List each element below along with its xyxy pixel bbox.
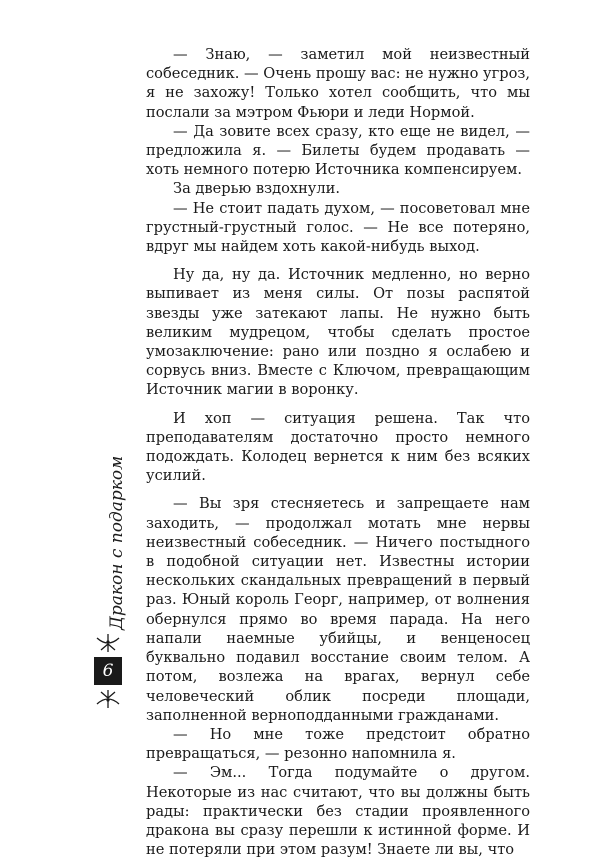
- running-title: Дракон с подарком: [107, 455, 127, 630]
- page-number: 6: [94, 657, 122, 685]
- page-body: [146, 45, 530, 859]
- paragraph: — Вы зря стесняетесь и запрещаете нам заходить, — продолжал мотать мне нервы неизвестный собеседник. — Ничего постыдного в подобной ситуации нет. Известны истории нескольких скандальных превращений в первый раз. Юный король Георг, например, от волнения обернулся прямо во время парада. На него напали наемные убийцы, и венценосец буквально подавил восстание своим телом. А потом, возлежа на врагах, вернул себе человеческий облик посреди площади, заполненной верноподданными гражданами.: [146, 495, 530, 724]
- ornament-top-icon: [93, 632, 123, 654]
- paragraph: За дверью вздохнули.: [173, 180, 341, 198]
- paragraph: — Да зовите всех сразу, кто еще не видел, — предложила я. — Билеты будем продавать — хоть немного потерю Источника компенсируем.: [146, 122, 530, 179]
- paragraph: И хоп — ситуация решена. Так что преподавателям достаточно просто немного подождать. Колодец вернется к ним без всяких усилий.: [146, 409, 530, 485]
- paragraph: Ну да, ну да. Источник медленно, но верно выпивает из меня силы. От позы распятой звезды уже затекают лапы. Не нужно быть великим мудрецом, чтобы сделать простое умозаключение: рано или поздно я ослабею и сорвусь вниз. Вместе с Ключом, превращающим Источник магии в воронку.: [146, 266, 530, 399]
- ornament-bottom-icon: [93, 688, 123, 710]
- paragraph: — Знаю, — заметил мой неизвестный собеседник. — Очень прошу вас: не нужно угроз, я не захожу! Только хотел сообщить, что мы послали за мэтром Фьюри и леди Нормой.: [146, 46, 530, 121]
- paragraph: — Не стоит падать духом, — посоветовал мне грустный-грустный голос. — Не все потеряно, вдруг мы найдем хоть какой-нибудь выход.: [146, 199, 530, 256]
- paragraph: — Но мне тоже предстоит обратно превращаться, — резонно напомнила я.: [146, 725, 530, 763]
- paragraph: — Эм... Тогда подумайте о другом. Некоторые из нас считают, что вы должны быть рады: практически без стадии проявленного дракона вы сразу перешли к истинной форме. И не потеряли при этом разум! Знаете ли вы, что: [146, 764, 530, 859]
